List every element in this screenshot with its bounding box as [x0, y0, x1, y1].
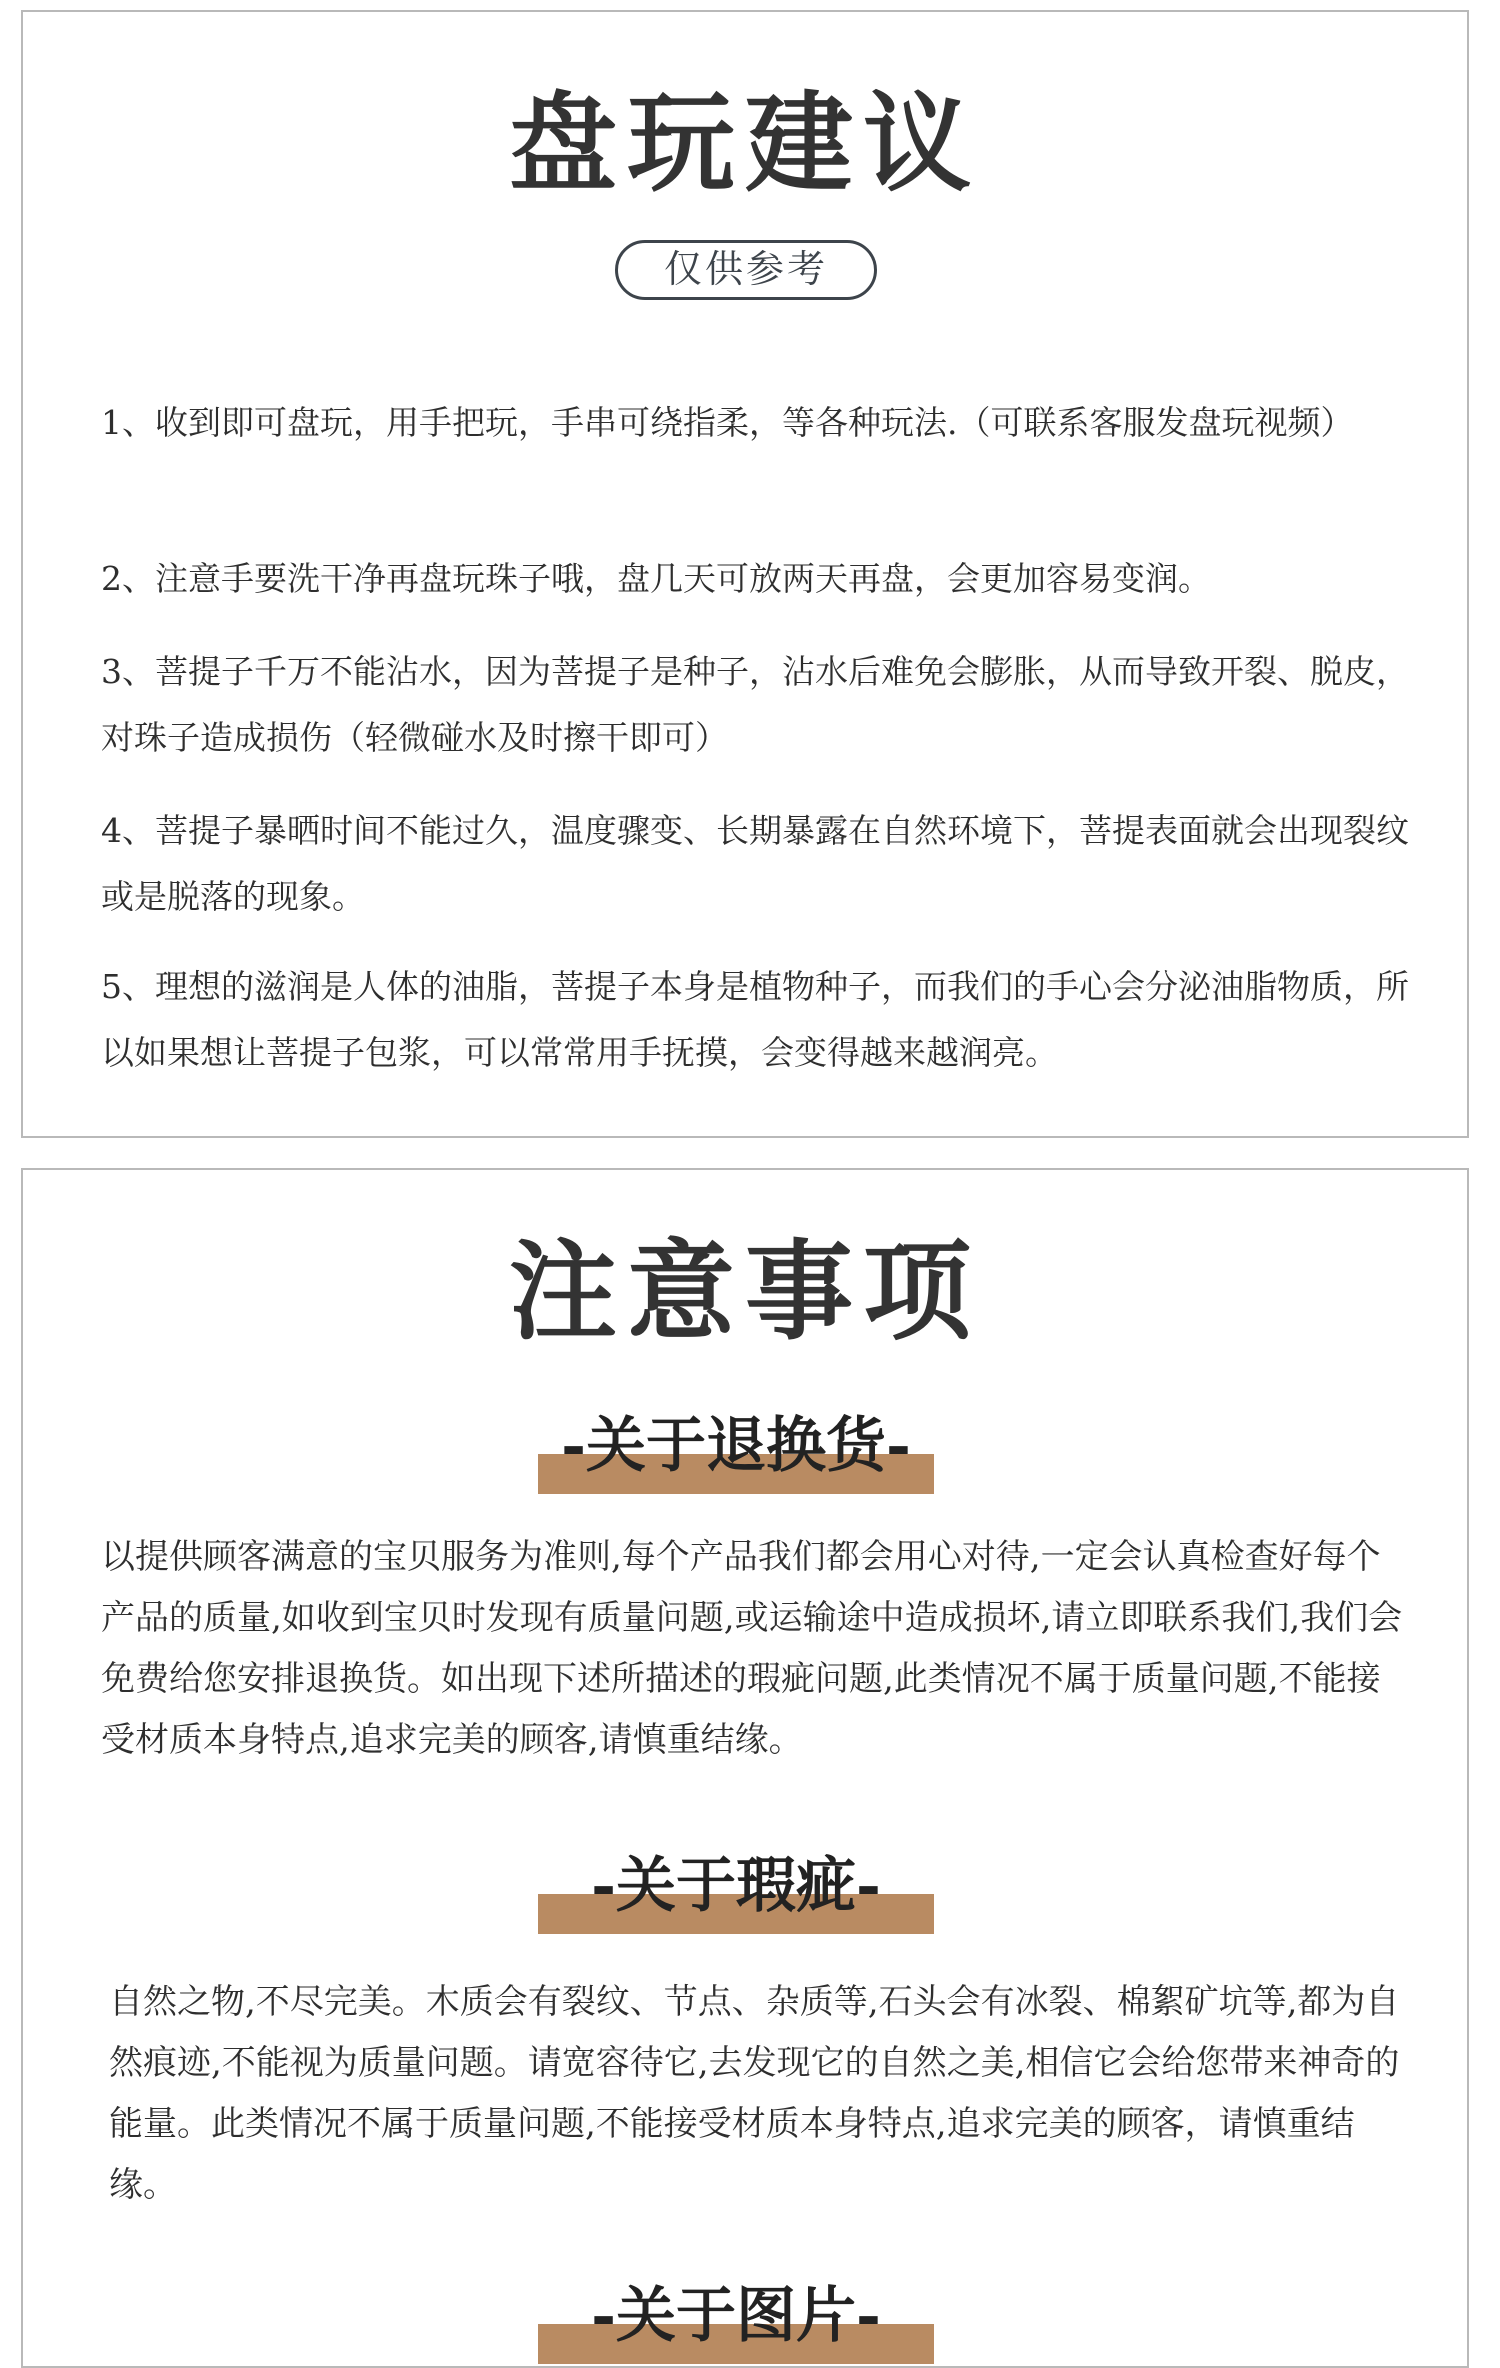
tip-3: 3、菩提子千万不能沾水，因为菩提子是种子，沾水后难免会膨胀，从而导致开裂、脱皮，对珠子造成损伤（轻微碰水及时擦干即可）	[101, 652, 1409, 757]
notices-title: 注意事项	[508, 1229, 981, 1355]
tip-4: 4、菩提子暴晒时间不能过久，温度骤变、长期暴露在自然环境下，菩提表面就会出现裂纹或是脱落的现象。	[101, 811, 1409, 916]
tip-2: 2、注意手要洗干净再盘玩珠子哦，盘几天可放两天再盘，会更加容易变润。	[101, 559, 1211, 598]
returns-body: 以提供顾客满意的宝贝服务为准则,每个产品我们都会用心对待,一定会认真检查好每个产品的质量,如收到宝贝时发现有质量问题,或运输途中造成损坏,请立即联系我们,我们会免费给您安排退换货。如出现下述所描述的瑕疵问题,此类情况不属于质量问题,不能接受材质本身特点,追求完美的顾客,请慎重结缘。	[101, 1537, 1403, 1760]
flaws-heading: -关于瑕疵-	[591, 1851, 881, 1921]
usage-advice-card	[21, 10, 1469, 1138]
returns-heading-band	[538, 1410, 934, 1494]
tip-1: 1、收到即可盘玩，用手把玩，手串可绕指柔，等各种玩法.（可联系客服发盘玩视频）	[101, 403, 1354, 442]
returns-heading: -关于退换货-	[561, 1411, 911, 1481]
flaws-heading-band	[538, 1850, 934, 1934]
for-reference-pill: 仅供参考	[615, 240, 877, 300]
images-heading-band	[538, 2280, 934, 2364]
notices-card	[21, 1168, 1469, 2368]
images-heading: -关于图片-	[591, 2281, 881, 2351]
flaws-body: 自然之物,不尽完美。木质会有裂纹、节点、杂质等,石头会有冰裂、棉絮矿坑等,都为自然痕迹,不能视为质量问题。请宽容待它,去发现它的自然之美,相信它会给您带来神奇的能量。此类情况不属于质量问题,不能接受材质本身特点,追求完美的顾客，请慎重结缘。	[109, 1982, 1400, 2205]
tip-5: 5、理想的滋润是人体的油脂，菩提子本身是植物种子，而我们的手心会分泌油脂物质，所以如果想让菩提子包浆，可以常常用手抚摸，会变得越来越润亮。	[101, 967, 1409, 1072]
usage-advice-title: 盘玩建议	[508, 81, 981, 207]
